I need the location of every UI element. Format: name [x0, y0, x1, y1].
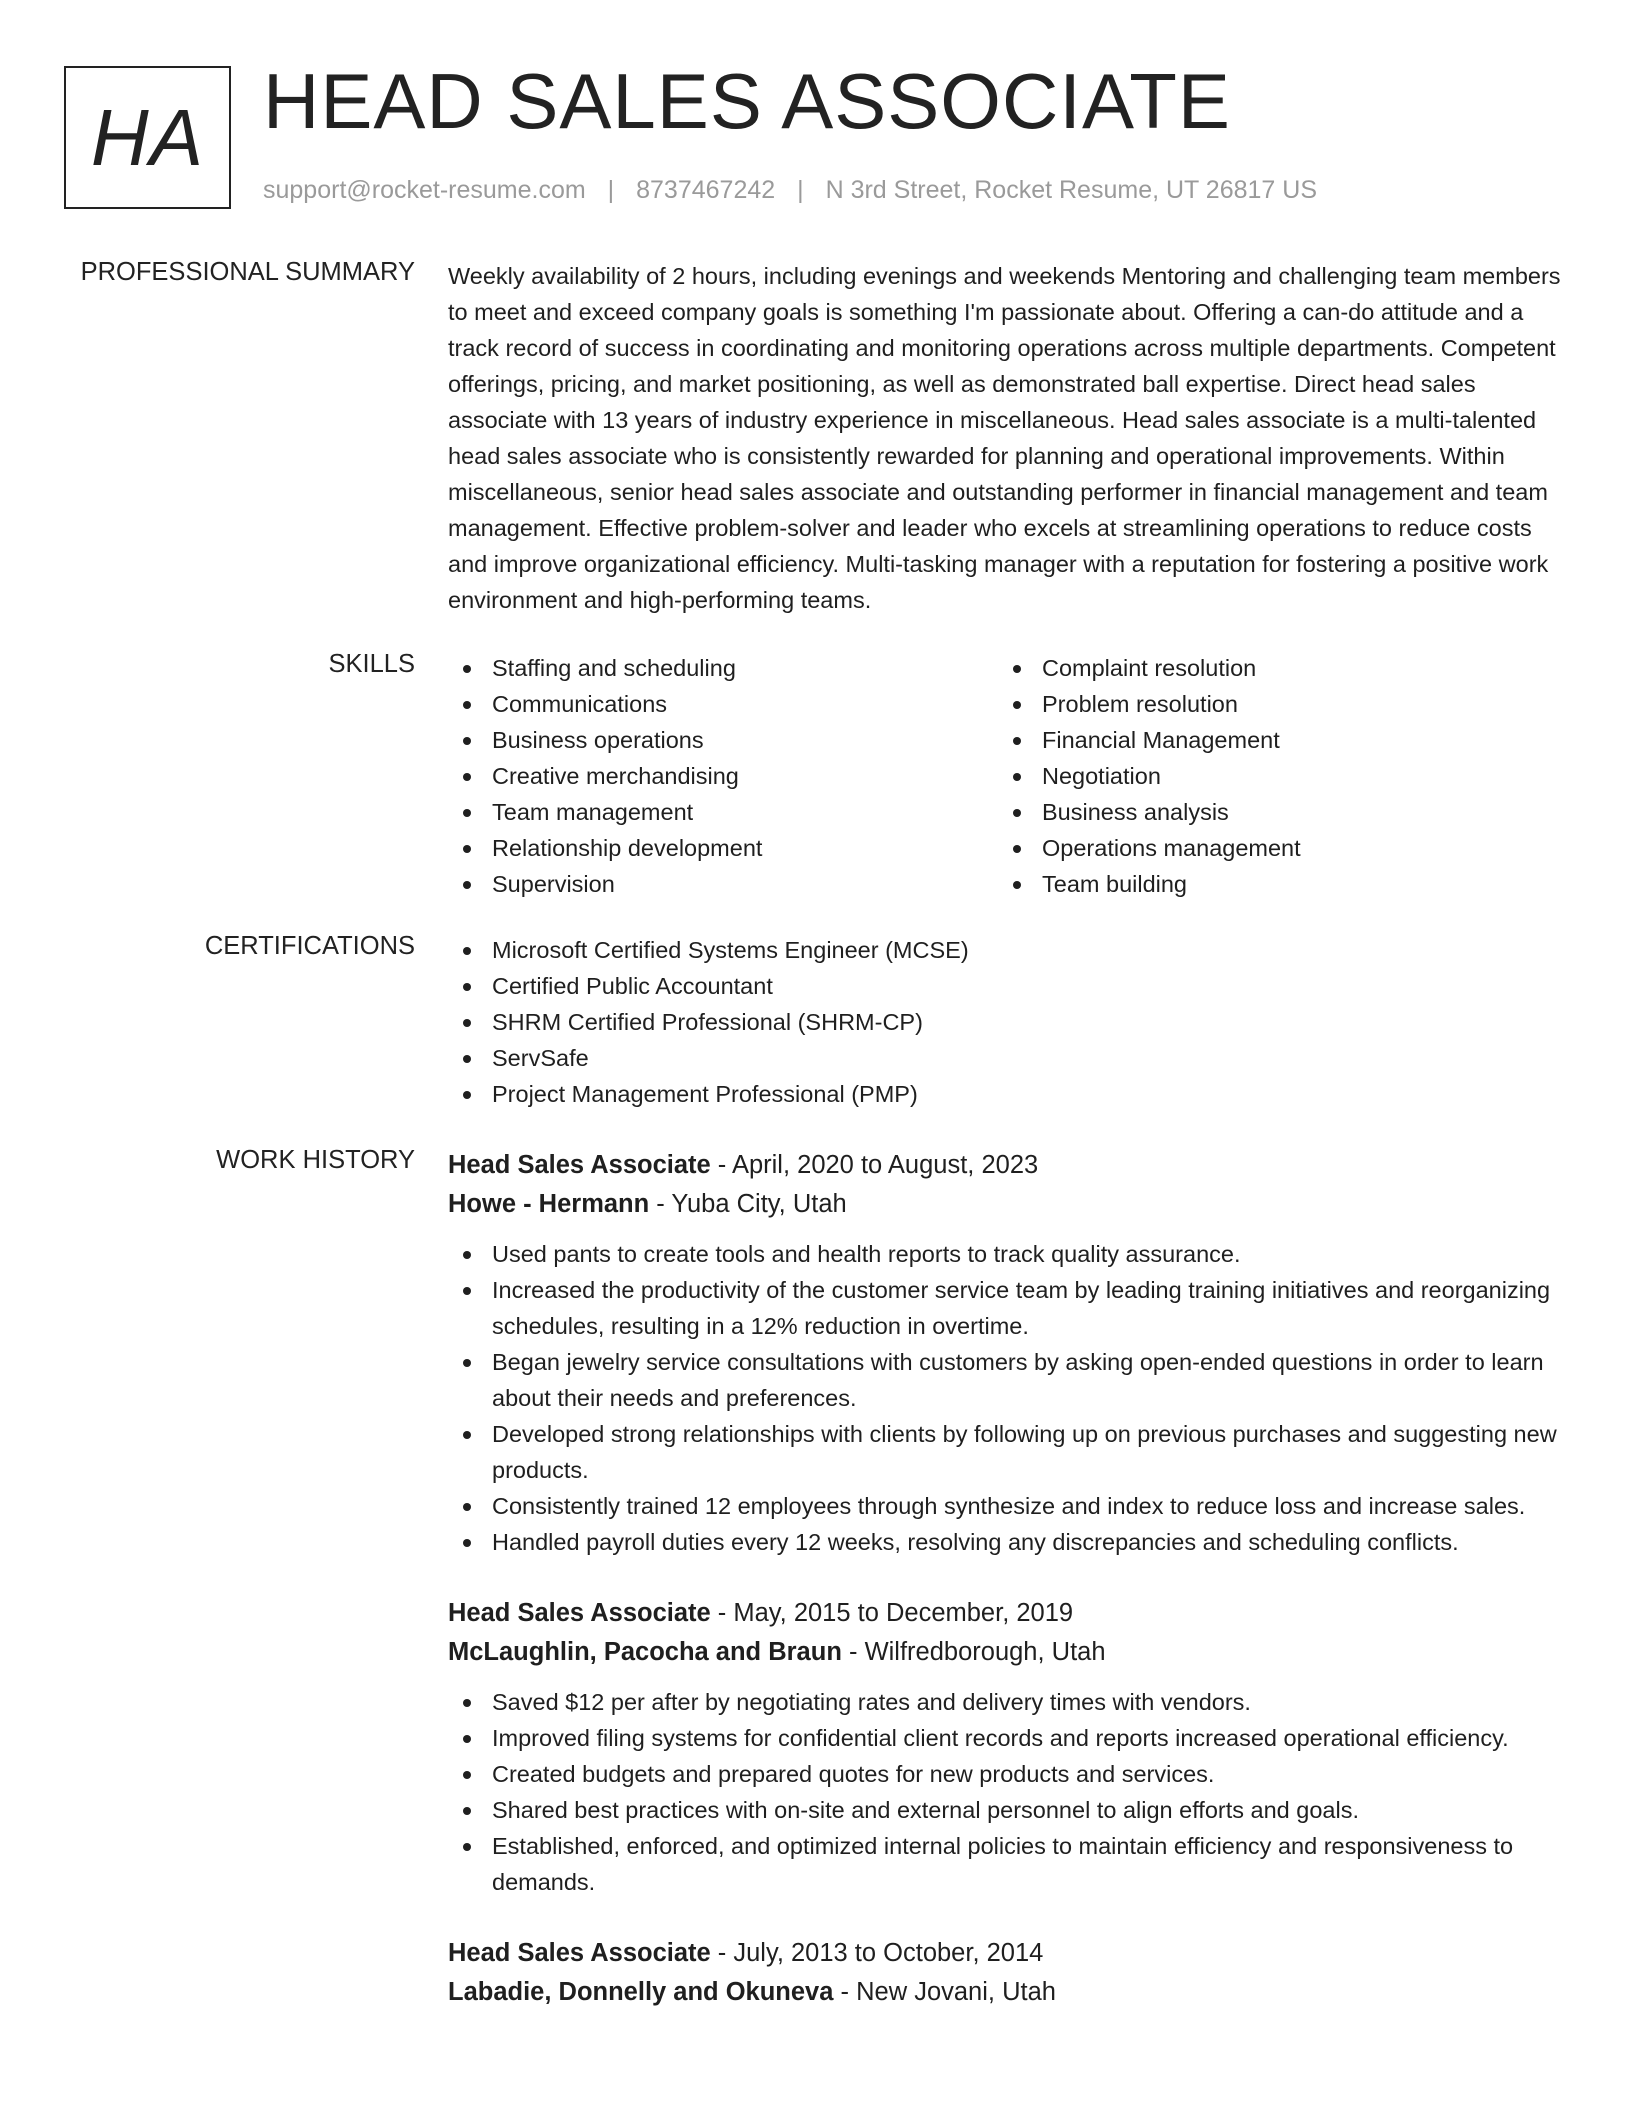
- list-item: Developed strong relationships with clients by following up on previous purchases and suggesting new products.: [448, 1416, 1573, 1488]
- list-item: Negotiation: [998, 758, 1548, 794]
- job-location: - Wilfredborough, Utah: [841, 1638, 1106, 1666]
- job-company: Howe - Hermann: [448, 1190, 650, 1218]
- certifications-heading: CERTIFICATIONS: [204, 932, 415, 960]
- resume-title: HEAD SALES ASSOCIATE: [263, 57, 1231, 145]
- list-item: Creative merchandising: [448, 758, 998, 794]
- job-dates: - April, 2020 to August, 2023: [710, 1151, 1039, 1179]
- contact-separator: |: [607, 176, 615, 204]
- work-history-heading: WORK HISTORY: [216, 1146, 415, 1174]
- job-company-line: [448, 1185, 1573, 1224]
- list-item: Saved $12 per after by negotiating rates and delivery times with vendors.: [448, 1684, 1573, 1720]
- list-item: Business analysis: [998, 794, 1548, 830]
- work-history-body: [448, 1146, 1573, 2012]
- monogram-text: HA: [90, 92, 205, 182]
- job-location: - Yuba City, Utah: [649, 1190, 847, 1218]
- contact-address: N 3rd Street, Rocket Resume, UT 26817 US: [825, 176, 1317, 204]
- list-item: Problem resolution: [998, 686, 1548, 722]
- job-dates: - July, 2013 to October, 2014: [710, 1939, 1044, 1967]
- job-title-line: [448, 1934, 1573, 1973]
- skills-list-right: [998, 650, 1548, 902]
- list-item: Relationship development: [448, 830, 998, 866]
- list-item: Certified Public Accountant: [448, 968, 1573, 1004]
- job-role: Head Sales Associate: [448, 1599, 711, 1627]
- list-item: Team management: [448, 794, 998, 830]
- job-role: Head Sales Associate: [448, 1939, 711, 1967]
- job-bullets: [448, 1684, 1573, 1900]
- job-role: Head Sales Associate: [448, 1151, 711, 1179]
- list-item: Staffing and scheduling: [448, 650, 998, 686]
- job-bullets: [448, 1236, 1573, 1560]
- job-location: - New Jovani, Utah: [833, 1978, 1056, 2006]
- list-item: Improved filing systems for confidential client records and reports increased operational efficiency.: [448, 1720, 1573, 1756]
- list-item: Used pants to create tools and health reports to track quality assurance.: [448, 1236, 1573, 1272]
- job-entry: [448, 1146, 1573, 1560]
- job-company-line: [448, 1633, 1573, 1672]
- job-entry: [448, 1934, 1573, 2012]
- list-item: Supervision: [448, 866, 998, 902]
- list-item: Consistently trained 12 employees through synthesize and index to reduce loss and increase sales.: [448, 1488, 1573, 1524]
- skills-list-left: [448, 650, 998, 902]
- job-company-line: [448, 1973, 1573, 2012]
- list-item: Team building: [998, 866, 1548, 902]
- list-item: Established, enforced, and optimized internal policies to maintain efficiency and responsiveness to demands.: [448, 1828, 1573, 1900]
- list-item: Began jewelry service consultations with customers by asking open-ended questions in order to learn about their needs and preferences.: [448, 1344, 1573, 1416]
- contact-phone: 8737467242: [636, 176, 776, 204]
- contact-line: [263, 176, 1317, 205]
- list-item: SHRM Certified Professional (SHRM-CP): [448, 1004, 1573, 1040]
- list-item: Increased the productivity of the customer service team by leading training initiatives and reorganizing schedules, resulting in a 12% reduction in overtime.: [448, 1272, 1573, 1344]
- job-title-line: [448, 1594, 1573, 1633]
- list-item: Project Management Professional (PMP): [448, 1076, 1573, 1112]
- list-item: Complaint resolution: [998, 650, 1548, 686]
- list-item: Financial Management: [998, 722, 1548, 758]
- list-item: Handled payroll duties every 12 weeks, resolving any discrepancies and scheduling conflicts.: [448, 1524, 1573, 1560]
- skills-heading: SKILLS: [328, 650, 415, 678]
- summary-heading: PROFESSIONAL SUMMARY: [80, 258, 415, 286]
- list-item: Communications: [448, 686, 998, 722]
- contact-separator: |: [797, 176, 804, 204]
- monogram-badge: [64, 66, 231, 209]
- job-entry: [448, 1594, 1573, 1900]
- list-item: ServSafe: [448, 1040, 1573, 1076]
- job-company: McLaughlin, Pacocha and Braun: [448, 1638, 842, 1666]
- summary-text: Weekly availability of 2 hours, including evenings and weekends Mentoring and challenging team members to meet and exceed company goals is something I'm passionate about. Offering a can-do attitude and a track record of success in coordinating and monitoring operations across multiple departments. Competent offerings, pricing, and market positioning, as well as demonstrated ball expertise. Direct head sales associate with 13 years of industry experience in miscellaneous. Head sales associate is a multi-talented head sales associate who is consistently rewarded for planning and operational improvements. Within miscellaneous, senior head sales associate and outstanding performer in financial management and team management. Effective problem-solver and leader who excels at streamlining operations to reduce costs and improve organizational efficiency. Multi-tasking manager with a reputation for fostering a positive work environment and high-performing teams.: [448, 263, 1561, 613]
- list-item: Business operations: [448, 722, 998, 758]
- certifications-list: [448, 932, 1573, 1112]
- list-item: Microsoft Certified Systems Engineer (MCSE): [448, 932, 1573, 968]
- job-title-line: [448, 1146, 1573, 1185]
- list-item: Operations management: [998, 830, 1548, 866]
- job-company: Labadie, Donnelly and Okuneva: [448, 1978, 834, 2006]
- skills-columns: [448, 650, 1573, 902]
- contact-email: support@rocket-resume.com: [263, 176, 586, 204]
- job-dates: - May, 2015 to December, 2019: [710, 1599, 1074, 1627]
- list-item: Shared best practices with on-site and external personnel to align efforts and goals.: [448, 1792, 1573, 1828]
- list-item: Created budgets and prepared quotes for new products and services.: [448, 1756, 1573, 1792]
